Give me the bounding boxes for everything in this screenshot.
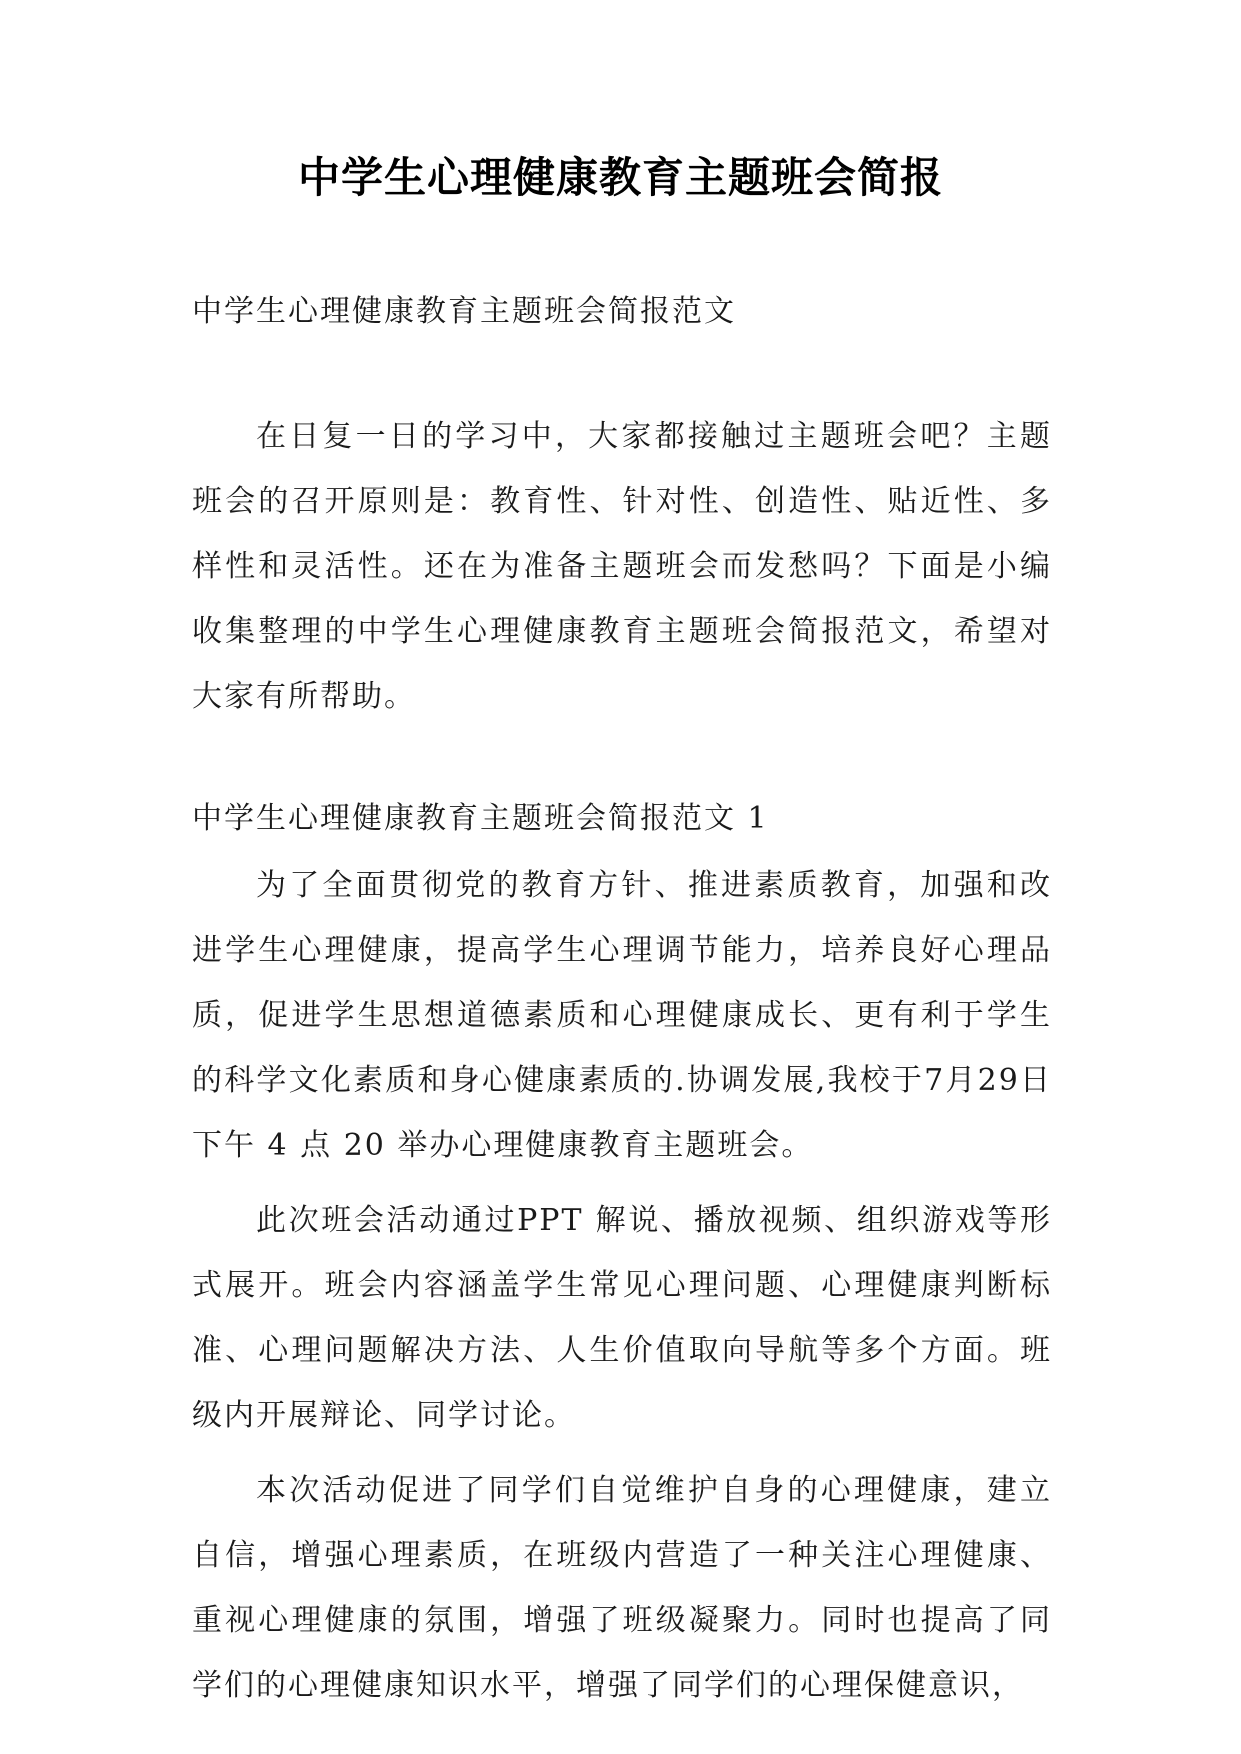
document-subtitle: 中学生心理健康教育主题班会简报范文 <box>192 294 736 329</box>
section-heading: 中学生心理健康教育主题班会简报范文 1 <box>192 801 769 836</box>
intro-paragraph: 在日复一日的学习中，大家都接触过主题班会吧？主题班会的召开原则是：教育性、针对性、创造性、贴近性、多样性和灵活性。还在为准备主题班会而发愁吗？下面是小编收集整理的中学生心理健康教育主题班会简报范文，希望对大家有所帮助。 <box>192 419 1052 714</box>
document-body <box>192 290 1052 1718</box>
body-paragraph-1: 为了全面贯彻党的教育方针、推进素质教育，加强和改进学生心理健康，提高学生心理调节能力，培养良好心理品质，促进学生思想道德素质和心理健康成长、更有利于学生的科学文化素质和身心健康素质的.协调发展,我校于7月29日下午 4 点 20 举办心理健康教育主题班会。 <box>192 868 1052 1163</box>
body-paragraph-3: 本次活动促进了同学们自觉维护自身的心理健康，建立自信，增强心理素质，在班级内营造了一种关注心理健康、重视心理健康的氛围，增强了班级凝聚力。同时也提高了同学们的心理健康知识水平，增强了同学们的心理保健意识， <box>192 1473 1052 1703</box>
document-title: 中学生心理健康教育主题班会简报 <box>297 153 943 202</box>
body-paragraph-2: 此次班会活动通过PPT 解说、播放视频、组织游戏等形式展开。班会内容涵盖学生常见心理问题、心理健康判断标准、心理问题解决方法、人生价值取向导航等多个方面。班级内开展辩论、同学讨论。 <box>192 1203 1052 1433</box>
